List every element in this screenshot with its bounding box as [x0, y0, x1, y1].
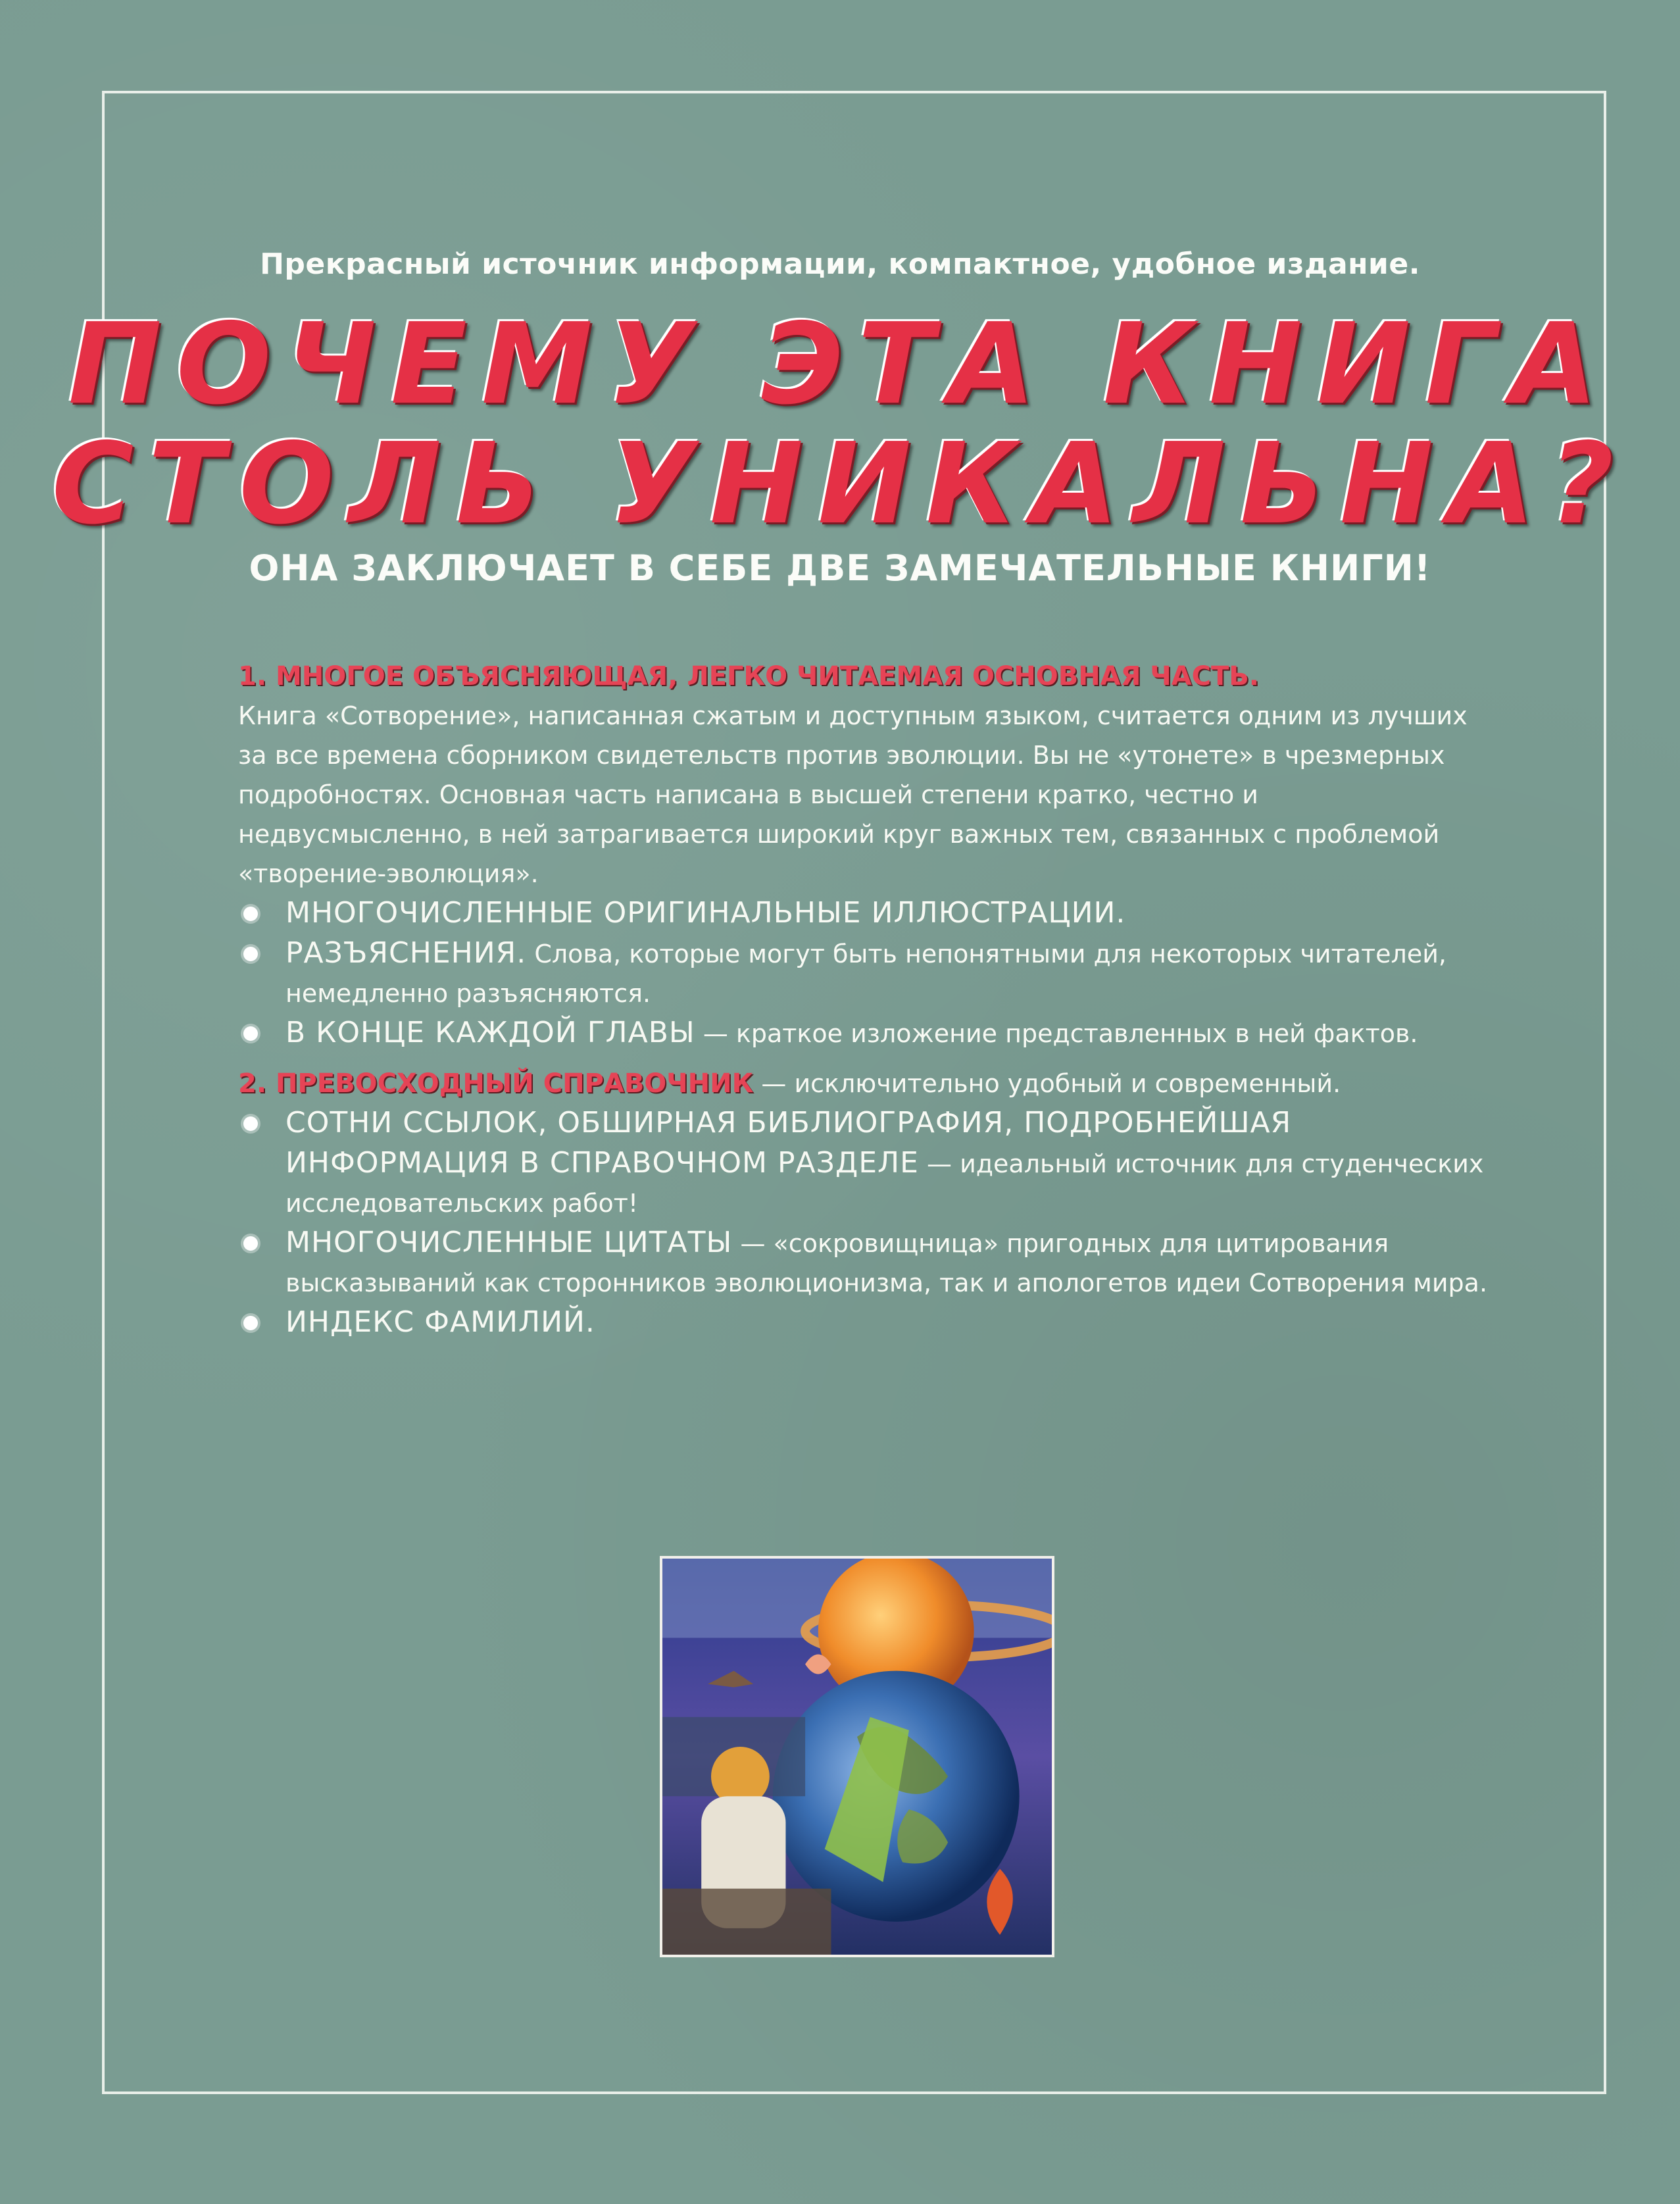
section-2-list: [238, 1103, 1488, 1343]
list-item: [238, 893, 1488, 934]
list-item: [238, 1303, 1488, 1343]
section-2: [238, 1064, 1488, 1343]
section-2-title-rest: — исключительно удобный и современный.: [761, 1069, 1341, 1098]
headline-line-1: ПОЧЕМУ ЭТА КНИГА: [68, 299, 1612, 430]
illustration-collage: [662, 1559, 1052, 1955]
list-item: [238, 1103, 1488, 1223]
cover-illustration: [660, 1556, 1054, 1957]
bullet-icon: [243, 1116, 258, 1131]
section-1-paragraph: Книга «Сотворение», написанная сжатым и доступным языком, считается одним из лучших за все времена сборником свидетельств против эволюции. Вы не «утонете» в чрезмерных подробностях. Основная часть написана в высшей степени кратко, честно и недвусмысленно, в ней затрагивается широкий круг важных тем, связанных с проблемой «творение-эволюция».: [238, 701, 1468, 888]
bullet-icon: [243, 907, 258, 921]
bullet-icon: [243, 1026, 258, 1041]
headline-line-2: СТОЛЬ УНИКАЛЬНА?: [51, 419, 1629, 549]
list-item-caps: В КОНЦЕ КАЖДОЙ ГЛАВЫ: [285, 1016, 695, 1049]
list-item: [238, 934, 1488, 1013]
list-item-caps: РАЗЪЯСНЕНИЯ.: [285, 936, 527, 970]
bullet-icon: [243, 947, 258, 961]
list-item-caps: ИНДЕКС ФАМИЛИЙ.: [285, 1305, 595, 1339]
tagline: Прекрасный источник информации, компактное, удобное издание.: [260, 247, 1420, 281]
list-item-text: — идеальный источник для студенческих исследовательских работ!: [285, 1149, 1484, 1218]
content-block: [238, 657, 1488, 1343]
list-item-text: — «сокровищница» пригодных для цитирования высказываний как сторонников эволюционизма, так и апологетов идеи Сотворения мира.: [285, 1229, 1488, 1297]
bullet-icon: [243, 1316, 258, 1330]
list-item-caps: СОТНИ ССЫЛОК, ОБШИРНАЯ БИБЛИОГРАФИЯ, ПОДРОБНЕЙШАЯ ИНФОРМАЦИЯ В СПРАВОЧНОМ РАЗДЕЛЕ: [285, 1106, 1292, 1180]
section-1: [238, 657, 1488, 1053]
section-2-title: 2. ПРЕВОСХОДНЫЙ СПРАВОЧНИК: [238, 1068, 754, 1099]
list-item: [238, 1223, 1488, 1303]
list-item-caps: МНОГОЧИСЛЕННЫЕ ЦИТАТЫ: [285, 1226, 733, 1259]
list-item-caps: МНОГОЧИСЛЕННЫЕ ОРИГИНАЛЬНЫЕ ИЛЛЮСТРАЦИИ.: [285, 896, 1126, 930]
list-item-text: Слова, которые могут быть непонятными для некоторых читателей, немедленно разъясняются.: [285, 939, 1446, 1008]
section-1-title: 1. МНОГОЕ ОБЪЯСНЯЮЩАЯ, ЛЕГКО ЧИТАЕМАЯ ОСНОВНАЯ ЧАСТЬ.: [238, 661, 1259, 691]
list-item-text: — краткое изложение представленных в ней фактов.: [703, 1019, 1418, 1048]
list-item: [238, 1013, 1488, 1053]
subheading: ОНА ЗАКЛЮЧАЕТ В СЕБЕ ДВЕ ЗАМЕЧАТЕЛЬНЫЕ КНИГИ!: [249, 547, 1431, 589]
bullet-icon: [243, 1236, 258, 1251]
section-1-list: [238, 893, 1488, 1053]
